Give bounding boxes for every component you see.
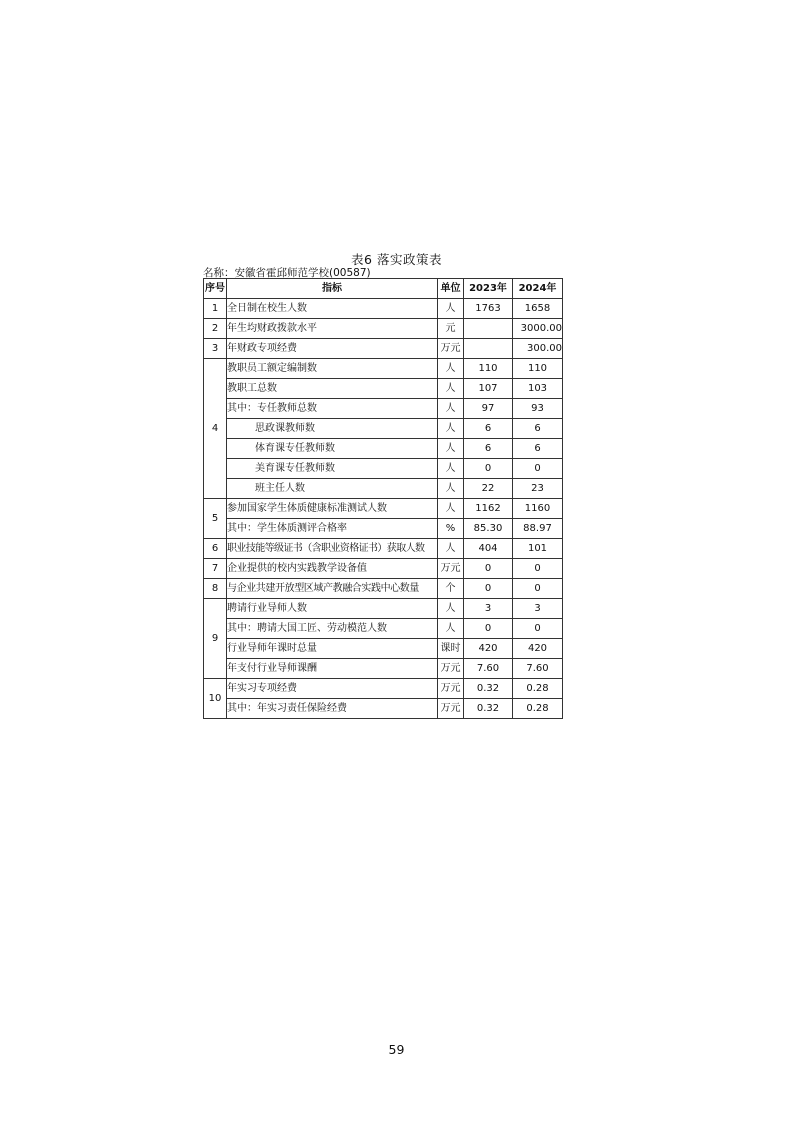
row-value-2024: 93: [513, 399, 563, 419]
row-indicator: 教职工总数: [227, 379, 438, 399]
page-number: 59: [388, 1042, 405, 1057]
row-unit: 人: [438, 599, 464, 619]
row-value-2023: 7.60: [464, 659, 513, 679]
row-index: 5: [204, 499, 227, 539]
row-value-2023: 0: [464, 559, 513, 579]
row-indicator: 教职员工额定编制数: [227, 359, 438, 379]
row-unit: 万元: [438, 659, 464, 679]
row-unit: 万元: [438, 699, 464, 719]
row-indicator: 其中：专任教师总数: [227, 399, 438, 419]
row-value-2024: 101: [513, 539, 563, 559]
row-indicator: 班主任人数: [227, 479, 438, 499]
row-indicator: 其中：年实习责任保险经费: [227, 699, 438, 719]
row-value-2023: 0: [464, 459, 513, 479]
table-row: [204, 499, 563, 519]
row-unit: %: [438, 519, 464, 539]
table-row: [204, 439, 563, 459]
header-2024: 2024年: [513, 279, 563, 299]
row-value-2024: 6: [513, 439, 563, 459]
policy-table: [203, 278, 563, 719]
table-row: [204, 399, 563, 419]
row-indicator: 思政课教师数: [227, 419, 438, 439]
row-unit: 人: [438, 399, 464, 419]
row-value-2023: 420: [464, 639, 513, 659]
row-unit: 人: [438, 439, 464, 459]
row-unit: 人: [438, 299, 464, 319]
header-unit: 单位: [438, 279, 464, 299]
row-unit: 人: [438, 479, 464, 499]
row-indicator: 年实习专项经费: [227, 679, 438, 699]
row-indicator: 全日制在校生人数: [227, 299, 438, 319]
table-row: [204, 659, 563, 679]
row-unit: 人: [438, 539, 464, 559]
row-value-2023: 97: [464, 399, 513, 419]
row-index: 4: [204, 359, 227, 499]
row-value-2023: 85.30: [464, 519, 513, 539]
row-index: 7: [204, 559, 227, 579]
row-value-2024: 3: [513, 599, 563, 619]
row-unit: 人: [438, 359, 464, 379]
row-indicator: 职业技能等级证书（含职业资格证书）获取人数: [227, 539, 438, 559]
row-unit: 人: [438, 619, 464, 639]
row-value-2024: 3000.00: [513, 319, 563, 339]
row-value-2024: 88.97: [513, 519, 563, 539]
table-row: [204, 339, 563, 359]
row-value-2024: 0: [513, 459, 563, 479]
row-value-2023: 1162: [464, 499, 513, 519]
row-value-2023: 6: [464, 439, 513, 459]
row-value-2023: 404: [464, 539, 513, 559]
row-index: 8: [204, 579, 227, 599]
row-value-2023: 1763: [464, 299, 513, 319]
row-value-2024: 0.28: [513, 699, 563, 719]
row-index: 3: [204, 339, 227, 359]
table-row: [204, 639, 563, 659]
row-index: 10: [204, 679, 227, 719]
row-indicator: 聘请行业导师人数: [227, 599, 438, 619]
row-indicator: 其中：学生体质测评合格率: [227, 519, 438, 539]
row-unit: 人: [438, 419, 464, 439]
row-unit: 人: [438, 459, 464, 479]
row-index: 6: [204, 539, 227, 559]
table-row: [204, 579, 563, 599]
table-row: [204, 379, 563, 399]
header-2023: 2023年: [464, 279, 513, 299]
header-index: 序号: [204, 279, 227, 299]
row-indicator: 企业提供的校内实践教学设备值: [227, 559, 438, 579]
table-row: [204, 479, 563, 499]
row-value-2024: 23: [513, 479, 563, 499]
table-row: [204, 679, 563, 699]
row-indicator: 与企业共建开放型区域产教融合实践中心数量: [227, 579, 438, 599]
row-unit: 元: [438, 319, 464, 339]
row-value-2023: 3: [464, 599, 513, 619]
organization-label: 名称：安徽省霍邱师范学校(00587): [203, 267, 371, 279]
table-row: [204, 699, 563, 719]
row-indicator: 参加国家学生体质健康标准测试人数: [227, 499, 438, 519]
row-value-2024: 1160: [513, 499, 563, 519]
row-value-2024: 300.00: [513, 339, 563, 359]
row-index: 2: [204, 319, 227, 339]
row-indicator: 年支付行业导师课酬: [227, 659, 438, 679]
row-indicator: 其中：聘请大国工匠、劳动模范人数: [227, 619, 438, 639]
table-row: [204, 459, 563, 479]
row-indicator: 行业导师年课时总量: [227, 639, 438, 659]
header-indicator: 指标: [227, 279, 438, 299]
table-row: [204, 619, 563, 639]
row-value-2023: 6: [464, 419, 513, 439]
row-index: 1: [204, 299, 227, 319]
row-indicator: 美育课专任教师数: [227, 459, 438, 479]
table-row: [204, 299, 563, 319]
table-title: 表6 落实政策表: [351, 252, 442, 267]
table-row: [204, 519, 563, 539]
row-value-2023: 22: [464, 479, 513, 499]
table-row: [204, 559, 563, 579]
table-row: [204, 539, 563, 559]
row-unit: 人: [438, 499, 464, 519]
table-row: [204, 319, 563, 339]
row-value-2024: 0: [513, 619, 563, 639]
row-value-2024: 0.28: [513, 679, 563, 699]
row-value-2023: 0.32: [464, 679, 513, 699]
row-value-2023: 107: [464, 379, 513, 399]
row-value-2024: 1658: [513, 299, 563, 319]
row-value-2023: [464, 339, 513, 359]
table-row: [204, 359, 563, 379]
row-index: 9: [204, 599, 227, 679]
row-value-2023: 0: [464, 619, 513, 639]
row-value-2024: 420: [513, 639, 563, 659]
row-value-2023: 110: [464, 359, 513, 379]
row-indicator: 年生均财政拨款水平: [227, 319, 438, 339]
row-value-2024: 7.60: [513, 659, 563, 679]
row-indicator: 年财政专项经费: [227, 339, 438, 359]
row-value-2024: 110: [513, 359, 563, 379]
row-value-2024: 0: [513, 579, 563, 599]
row-value-2024: 6: [513, 419, 563, 439]
row-value-2023: [464, 319, 513, 339]
row-unit: 万元: [438, 339, 464, 359]
table-row: [204, 599, 563, 619]
row-value-2023: 0.32: [464, 699, 513, 719]
row-value-2023: 0: [464, 579, 513, 599]
row-unit: 课时: [438, 639, 464, 659]
row-unit: 个: [438, 579, 464, 599]
row-indicator: 体育课专任教师数: [227, 439, 438, 459]
table-header-row: [204, 279, 563, 299]
row-unit: 万元: [438, 679, 464, 699]
row-value-2024: 103: [513, 379, 563, 399]
row-unit: 万元: [438, 559, 464, 579]
table-row: [204, 419, 563, 439]
row-unit: 人: [438, 379, 464, 399]
row-value-2024: 0: [513, 559, 563, 579]
